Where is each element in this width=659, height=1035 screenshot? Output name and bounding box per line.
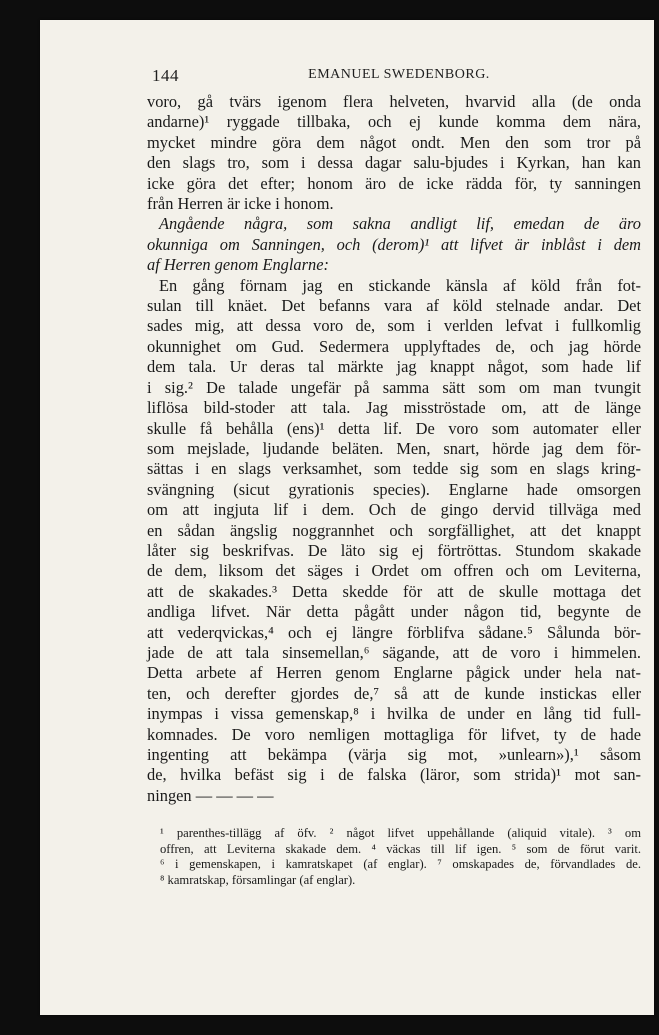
text-line: sulan till knäet. Det befanns vara af köld stelnade andar. Det bbox=[147, 296, 641, 316]
text-line: komnades. De voro nemligen mottagliga för lifvet, ty de hade bbox=[147, 724, 641, 744]
text-line: En gång förnam jag en stickande känsla af köld från fot- bbox=[159, 275, 641, 295]
text-line: dem tala. Ur deras tal märkte jag knappt något, som hade lif bbox=[147, 357, 641, 377]
text-line: från Herren är icke i honom. bbox=[147, 194, 334, 214]
text-line: ningen — — — — bbox=[147, 785, 274, 805]
text-line: andliga lifvet. När detta pågått under någon tid, begynte de bbox=[147, 602, 641, 622]
footnotes bbox=[160, 826, 641, 888]
text-line: ingenting att bekämpa (värja sig mot, »unlearn»),¹ såsom bbox=[147, 745, 641, 764]
text-line: de, hvilka befäst sig i de falska (läror, som strida)¹ mot san- bbox=[147, 765, 641, 785]
text-line: i sig.² De talade ungefär på samma sätt som om man tvungit bbox=[147, 377, 641, 397]
text-line: att vederqvickas,⁴ och ej längre förblifva sådane.⁵ Sålunda bör- bbox=[147, 622, 641, 642]
text-line: okunnighet om Gud. Sedermera upplyftades de, och jag hörde bbox=[147, 336, 641, 356]
text-line: att de skakades.³ Detta skedde för att de skulle mottaga det bbox=[147, 581, 641, 601]
body-text bbox=[147, 92, 641, 806]
text-line: skulle få behålla (ens)¹ detta lif. De voro som automater eller bbox=[147, 418, 641, 438]
footnote-line: ¹ parenthes-tillägg af öfv. ² något lifvet uppehållande (aliquid vitale). ³ om bbox=[160, 826, 641, 840]
footnote-line: ⁸ kamratskap, församlingar (af englar). bbox=[160, 872, 356, 887]
text-line: inympas i vissa gemenskap,⁸ i hvilka de under en lång tid full- bbox=[147, 704, 641, 724]
text-line: den slags tro, som i dessa dagar salu-bjudes i Kyrkan, han kan bbox=[147, 153, 641, 173]
text-line: ten, och derefter gjordes de,⁷ så att de kunde instickas eller bbox=[147, 683, 641, 703]
text-line: mycket mindre göra dem något ondt. Men den som tror på bbox=[147, 132, 641, 152]
page-number: 144 bbox=[152, 66, 179, 85]
text-line: sättas i en slags verksamhet, som tedde sig som en slags kring- bbox=[147, 459, 641, 479]
text-line: en sådan ängslig noggrannhet och sorgfällighet, att det knappt bbox=[147, 520, 641, 540]
text-line: liflösa bild-stoder att tala. Jag misströstade om, att de länge bbox=[147, 398, 641, 418]
text-line: jade de att tala sinsemellan,⁶ sägande, att de voro i himmelen. bbox=[147, 642, 641, 662]
section-heading-line: okunniga om Sanningen, och (derom)¹ att lifvet är inblåst i dem bbox=[147, 234, 641, 254]
text-line: som mejslade, ljudande beläten. Men, snart, hörde jag dem för- bbox=[147, 438, 641, 458]
footnote-line: offren, att Leviterna skakade dem. ⁴ väckas till lif igen. ⁵ som de förut varit. bbox=[160, 841, 641, 856]
text-line: svängning (sicut gyrationis species). Englarne hade omsorgen bbox=[147, 479, 641, 499]
footnote-line: ⁶ i gemenskapen, i kamratskapet (af englar). ⁷ omskapades de, förvandlades de. bbox=[160, 857, 641, 871]
text-line: de dem, liksom det säges i Ordet om offren och om Leviterna, bbox=[147, 561, 641, 581]
text-line: om att ingjuta lif i dem. Och de gingo dervid tillväga med bbox=[147, 500, 641, 520]
text-line: andarne)¹ ryggade tillbaka, och ej kunde komma dem nära, bbox=[147, 112, 641, 132]
section-heading-line: Angående några, som sakna andligt lif, emedan de äro bbox=[159, 214, 641, 234]
text-line: icke göra det efter; honom äro de icke rädda för, ty sanningen bbox=[147, 173, 641, 193]
text-line: voro, gå tvärs igenom flera helveten, hvarvid alla (de onda bbox=[147, 92, 641, 111]
text-line: låter sig beskrifvas. De läto sig ej förtröttas. Stundom skakade bbox=[147, 540, 641, 560]
section-heading-line: af Herren genom Englarne: bbox=[147, 255, 329, 275]
text-line: Detta arbete af Herren genom Englarne pågick under hela nat- bbox=[147, 663, 641, 683]
running-head: EMANUEL SWEDENBORG. bbox=[308, 67, 490, 82]
text-line: sades mig, att dessa voro de, som i verlden lefvat i fullkomlig bbox=[147, 316, 641, 336]
